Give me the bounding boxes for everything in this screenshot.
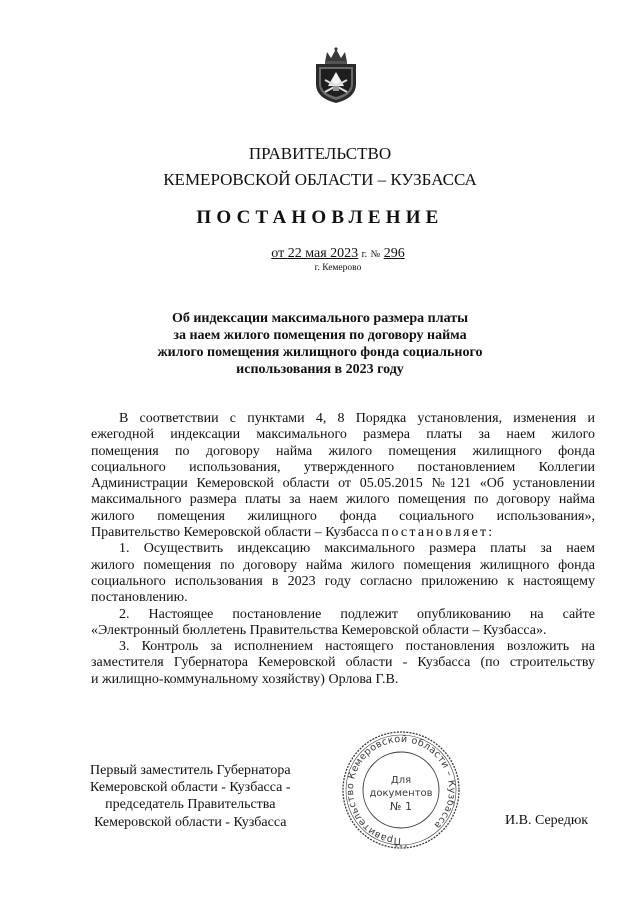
signer-position-line: председатель Правительства bbox=[105, 797, 276, 813]
kemerovo-coat-of-arms-icon bbox=[313, 46, 359, 104]
item1-line: постановлению. bbox=[91, 590, 188, 606]
resolution-subject: Правительство Кемеровской области – Кузбасса bbox=[91, 525, 379, 541]
stamp-ring-text: Правительство Кемеровской области – Кузбасса bbox=[344, 733, 458, 847]
official-stamp bbox=[340, 728, 462, 852]
document-date: 22 мая 2023 bbox=[287, 246, 359, 261]
date-prefix: от bbox=[271, 246, 285, 261]
item3-line: заместителя Губернатора Кемеровской области - Кузбасса (по строительству bbox=[91, 655, 595, 671]
title-line: использования в 2023 году bbox=[236, 362, 404, 377]
body-line: жилого помещения жилищного фонда социального использования», bbox=[91, 508, 595, 524]
stamp-stars: * * * bbox=[394, 844, 408, 851]
city: г. Кемерово bbox=[314, 263, 362, 273]
item1-line: социального использования в 2023 году согласно приложению к настоящему bbox=[91, 573, 595, 589]
government-name-line1: ПРАВИТЕЛЬСТВО bbox=[248, 144, 392, 163]
title-line: за наем жилого помещения по договору найма bbox=[173, 328, 467, 343]
body-line: максимального размера платы за наем жилого помещения по договору найма bbox=[91, 492, 595, 508]
body-line: Администрации Кемеровской области от 05.05.2015 №121 «Об установлении bbox=[91, 476, 595, 492]
resolution-verb: постановляет: bbox=[381, 525, 495, 541]
item1-line: жилого помещения по договору найма жилого помещения жилищного фонда bbox=[91, 557, 595, 573]
item3-line: 3. Контроль за исполнением настоящего постановления возложить на bbox=[119, 639, 595, 655]
body-line: В соответствии с пунктами 4, 8 Порядка установления, изменения и bbox=[119, 411, 595, 426]
title-line: Об индексации максимального размера платы bbox=[171, 311, 469, 326]
document-body bbox=[91, 411, 595, 688]
item2-line: 2. Настоящее постановление подлежит опубликованию на сайте bbox=[119, 606, 595, 622]
body-line: помещения по договору найма жилого помещения жилищного фонда bbox=[91, 443, 595, 459]
signer-position-line: Кемеровской области - Кузбасса - bbox=[90, 780, 291, 796]
document-number: 296 bbox=[383, 246, 405, 261]
year-suffix: г. bbox=[361, 249, 368, 260]
body-line: ежегодной индексации максимального размера платы за наем жилого bbox=[91, 427, 595, 443]
item1-line: 1. Осуществить индексацию максимального размера платы за наем bbox=[119, 541, 595, 557]
stamp-center-line1: Для bbox=[390, 775, 412, 786]
resolution-line bbox=[91, 525, 595, 541]
number-sign: № bbox=[370, 249, 381, 260]
body-line: социального использования, утвержденного постановлением Коллегии bbox=[91, 459, 595, 475]
signer-name: И.В. Середюк bbox=[505, 813, 589, 828]
item3-line: и жилищно-коммунальному хозяйству) Орлова Г.В. bbox=[91, 671, 399, 687]
title-line: жилого помещения жилищного фонда социального bbox=[157, 345, 483, 360]
date-number-line bbox=[0, 245, 640, 263]
stamp-center-line2: документов bbox=[369, 788, 433, 799]
signer-position-line: Первый заместитель Губернатора bbox=[90, 763, 291, 778]
document-type: ПОСТАНОВЛЕНИЕ bbox=[196, 207, 444, 228]
item2-line: «Электронный бюллетень Правительства Кемеровской области – Кузбасса». bbox=[91, 622, 547, 638]
signer-position-line: Кемеровской области - Кузбасса bbox=[94, 814, 287, 830]
stamp-center-line3: № 1 bbox=[390, 800, 412, 813]
signer-position bbox=[90, 762, 291, 831]
government-name-line2: КЕМЕРОВСКОЙ ОБЛАСТИ – КУЗБАССА bbox=[163, 170, 477, 189]
document-title bbox=[0, 310, 640, 378]
